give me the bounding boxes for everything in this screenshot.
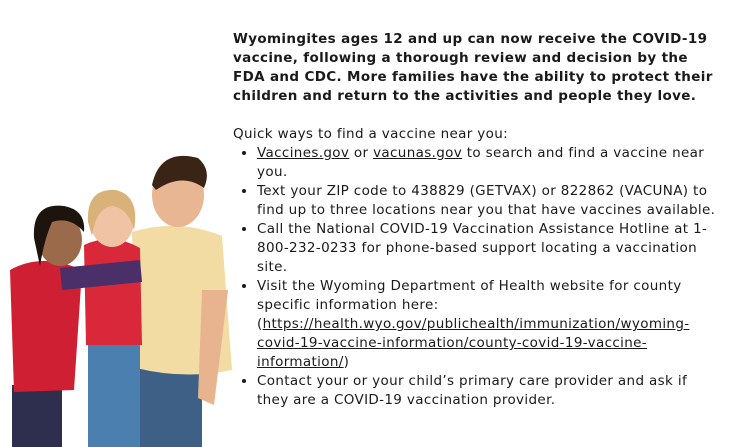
list-item: • Call the National COVID-19 Vaccination Assistance Hotline at 1-800-232-0233 for phone-based support locating a vaccination site. (257, 220, 718, 277)
ways-heading: Quick ways to find a vaccine near you: (233, 126, 509, 142)
wyoming-health-link[interactable]: https://health.wyo.gov/publichealth/immunization/wyoming-covid-19-vaccine-information/county-covid-19-vaccine-information/ (257, 316, 690, 370)
intro-paragraph: Wyomingites ages 12 and up can now receive the COVID-19 vaccine, following a thorough review and decision by the FDA and CDC. More families have the ability to protect their children and return to the activities and people they love. (233, 31, 713, 104)
vaccines-gov-link[interactable]: Vaccines.gov (257, 145, 350, 161)
ways-list (233, 144, 718, 410)
vaccine-info-content (233, 30, 718, 410)
teens-group-photo (0, 140, 240, 447)
list-item: • Visit the Wyoming Department of Health website for county specific information here: (https://health.wyo.gov/publichealth/immunization/wyoming-covid-19-vaccine-information/county-covid-19-vaccine-information/) (257, 277, 718, 372)
list-item: • Text your ZIP code to 438829 (GETVAX) or 822862 (VACUNA) to find up to three locations near you that have vaccines available. (257, 182, 718, 220)
list-item: • Contact your or your child’s primary care provider and ask if they are a COVID-19 vaccination provider. (257, 372, 718, 410)
vacunas-gov-link[interactable]: vacunas.gov (373, 145, 463, 161)
list-item: • Vaccines.gov or vacunas.gov to search and find a vaccine near you. (257, 144, 718, 182)
